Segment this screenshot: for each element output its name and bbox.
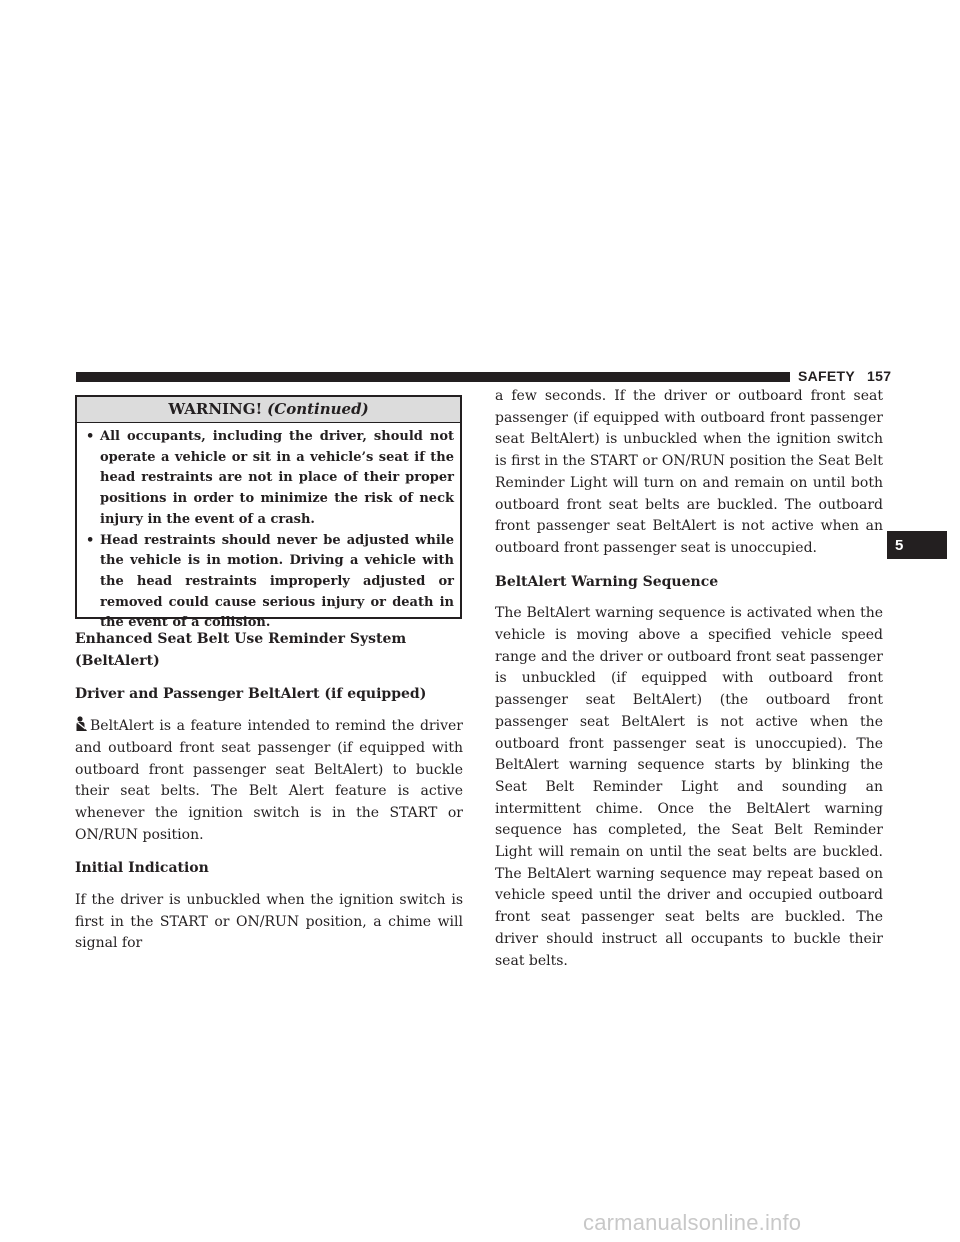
warning-header xyxy=(77,397,460,423)
paragraph-text: BeltAlert is a feature intended to remind the driver and outboard front seat passenger (if equipped with outboard front passenger seat BeltAlert) to buckle their seat belts. The Belt Alert feature is active whenever the ignition switch is in the START or ON/RUN position. xyxy=(75,718,463,843)
bullet-icon: • xyxy=(86,429,95,444)
body-paragraph: The BeltAlert warning sequence is activated when the vehicle is moving above a specified vehicle speed range and the driver or outboard front seat passenger is unbuckled (if equipped with outboard front passenger seat BeltAlert) (the outboard front passenger seat BeltAlert is not active when the outboard front passenger seat is unoccupied). The BeltAlert warning sequence starts by blinking the Seat Belt Reminder Light and sounding an intermittent chime. Once the BeltAlert warning sequence has completed, the Seat Belt Reminder Light will remain on until the seat belts are buckled. The BeltAlert warning sequence may repeat based on vehicle speed until the driver and occupied outboard front seat passenger seat belts are buckled. The driver should instruct all occupants to buckle their seat belts. xyxy=(495,605,883,969)
warning-item xyxy=(86,531,454,635)
right-column xyxy=(495,386,883,972)
bullet-icon: • xyxy=(86,532,95,548)
warning-box xyxy=(75,395,462,631)
section-title: SAFETY xyxy=(798,368,856,384)
page-number: 157 xyxy=(867,368,892,384)
warning-item xyxy=(86,427,454,531)
running-head xyxy=(798,368,891,384)
subsection-heading: BeltAlert Warning Sequence xyxy=(495,573,719,590)
warning-list xyxy=(77,423,460,634)
subsection-heading: Driver and Passenger BeltAlert (if equipped) xyxy=(75,686,427,703)
watermark: carmanualsonline.info xyxy=(583,1210,802,1235)
body-paragraph: If the driver is unbuckled when the ignition switch is first in the START or ON/RUN position, a chime will signal for xyxy=(75,892,463,952)
section-heading: Enhanced Seat Belt Use Reminder System (BeltAlert) xyxy=(75,631,407,669)
body-paragraph xyxy=(75,716,463,846)
warning-continued: (Continued) xyxy=(267,400,369,418)
warning-title: WARNING! xyxy=(168,400,263,418)
chapter-tab: 5 xyxy=(887,531,947,559)
left-column xyxy=(75,629,463,955)
seatbelt-reminder-icon xyxy=(75,716,88,732)
warning-item-text: Head restraints should never be adjusted while the vehicle is in motion. Driving a vehicle with the head restraints improperly adjusted or removed could cause serious injury or death in the event of a collision. xyxy=(100,532,454,631)
subsection-heading: Initial Indication xyxy=(75,860,209,877)
warning-item-text: All occupants, including the driver, should not operate a vehicle or sit in a vehicle’s seat if the head restraints are not in place of their proper positions in order to minimize the risk of neck injury in the event of a crash. xyxy=(100,429,454,527)
header-rule xyxy=(76,372,790,382)
body-paragraph: a few seconds. If the driver or outboard front seat passenger (if equipped with outboard front passenger seat BeltAlert) is unbuckled when the ignition switch is first in the START or ON/RUN position the Seat Belt Reminder Light will turn on and remain on until both outboard front seat belts are buckled. The outboard front passenger seat BeltAlert is not active when an outboard front passenger seat is unoccupied. xyxy=(495,388,883,556)
